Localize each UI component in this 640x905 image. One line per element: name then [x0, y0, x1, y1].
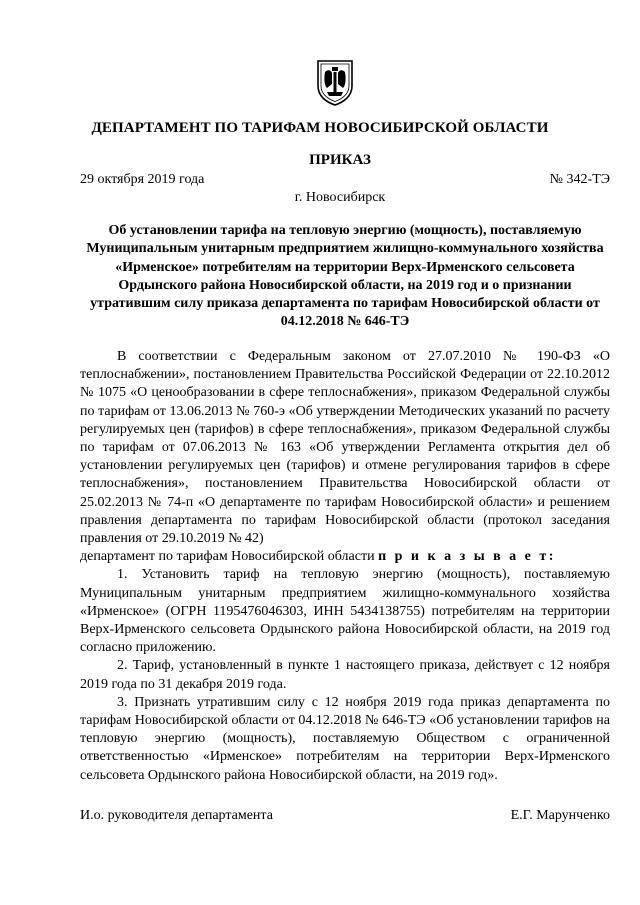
item-paragraph: 1. Установить тариф на тепловую энергию (мощность), поставляемую Муниципальным унитарным предприятием жилищно-коммунального хозяйства «Ирменское» (ОГРН 1195476046303, ИНН 5434138755) потребителям на территории Верх-Ирменского сельсовета Ордынского района Новосибирской области, на 2019 год согласно приложению.: [80, 567, 610, 656]
decree-line: [80, 548, 610, 566]
decree-word: п р и к а з ы в а е т:: [378, 549, 556, 565]
item-paragraph: 2. Тариф, установленный в пункте 1 настоящего приказа, действует с 12 ноября 2019 года по 31 декабря 2019 года.: [80, 658, 610, 692]
document-date: 29 октября 2019 года: [80, 172, 205, 187]
department-name: ДЕПАРТАМЕНТ ПО ТАРИФАМ НОВОСИБИРСКОЙ ОБЛАСТИ: [91, 120, 549, 136]
decree-intro: департамент по тарифам Новосибирской области: [80, 549, 375, 565]
document-title: Об установлении тарифа на тепловую энергию (мощность), поставляемую Муниципальным унитарным предприятием жилищно-коммунального хозяйства «Ирменское» потребителям на территории Верх-Ирменского сельсовета Ордынского района Новосибирской области, на 2019 год и о признании утратившим силу приказа департамента по тарифам Новосибирской области от 04.12.2018 № 646-ТЭ: [86, 223, 604, 330]
item-paragraph: 3. Признать утратившим силу с 12 ноября 2019 года приказ департамента по тарифам Новосибирской области от 04.12.2018 № 646-ТЭ «Об установлении тарифов на тепловую энергию (мощность), поставляемую Обществом с ограниченной ответственностью «Ирменское» потребителям на территории Верх-Ирменского сельсовета Ордынского района Новосибирской области, на 2019 год».: [80, 694, 610, 783]
document-city: г. Новосибирск: [294, 190, 386, 205]
coat-of-arms-emblem: [315, 58, 355, 106]
preamble-paragraph: В соответствии с Федеральным законом от 27.07.2010 № 190-ФЗ «О теплоснабжении», постановлением Правительства Российской Федерации от 22.10.2012 № 1075 «О ценообразовании в сфере теплоснабжения», приказом Федеральной службы по тарифам от 13.06.2013 № 760-э «Об утверждении Методических указаний по расчету регулируемых цен (тарифов) в сфере теплоснабжения», приказом Федеральной службы по тарифам от 07.06.2013 № 163 «Об утверждении Регламента открытия дел об установлении регулируемых цен (тарифов) и отмене регулирования тарифов в сфере теплоснабжения», постановлением Правительства Новосибирской области от 25.02.2013 № 74-п «О департаменте по тарифам Новосибирской области» и решением правления департамента по тарифам Новосибирской области (протокол заседания правления от 29.10.2019 № 42): [80, 349, 610, 547]
document-number: № 342-ТЭ: [549, 172, 610, 187]
signatory-position: И.о. руководителя департамента: [80, 808, 273, 823]
signatory-name: Е.Г. Марунченко: [510, 808, 610, 823]
document-body: [80, 348, 610, 785]
document-type: ПРИКАЗ: [309, 152, 371, 168]
